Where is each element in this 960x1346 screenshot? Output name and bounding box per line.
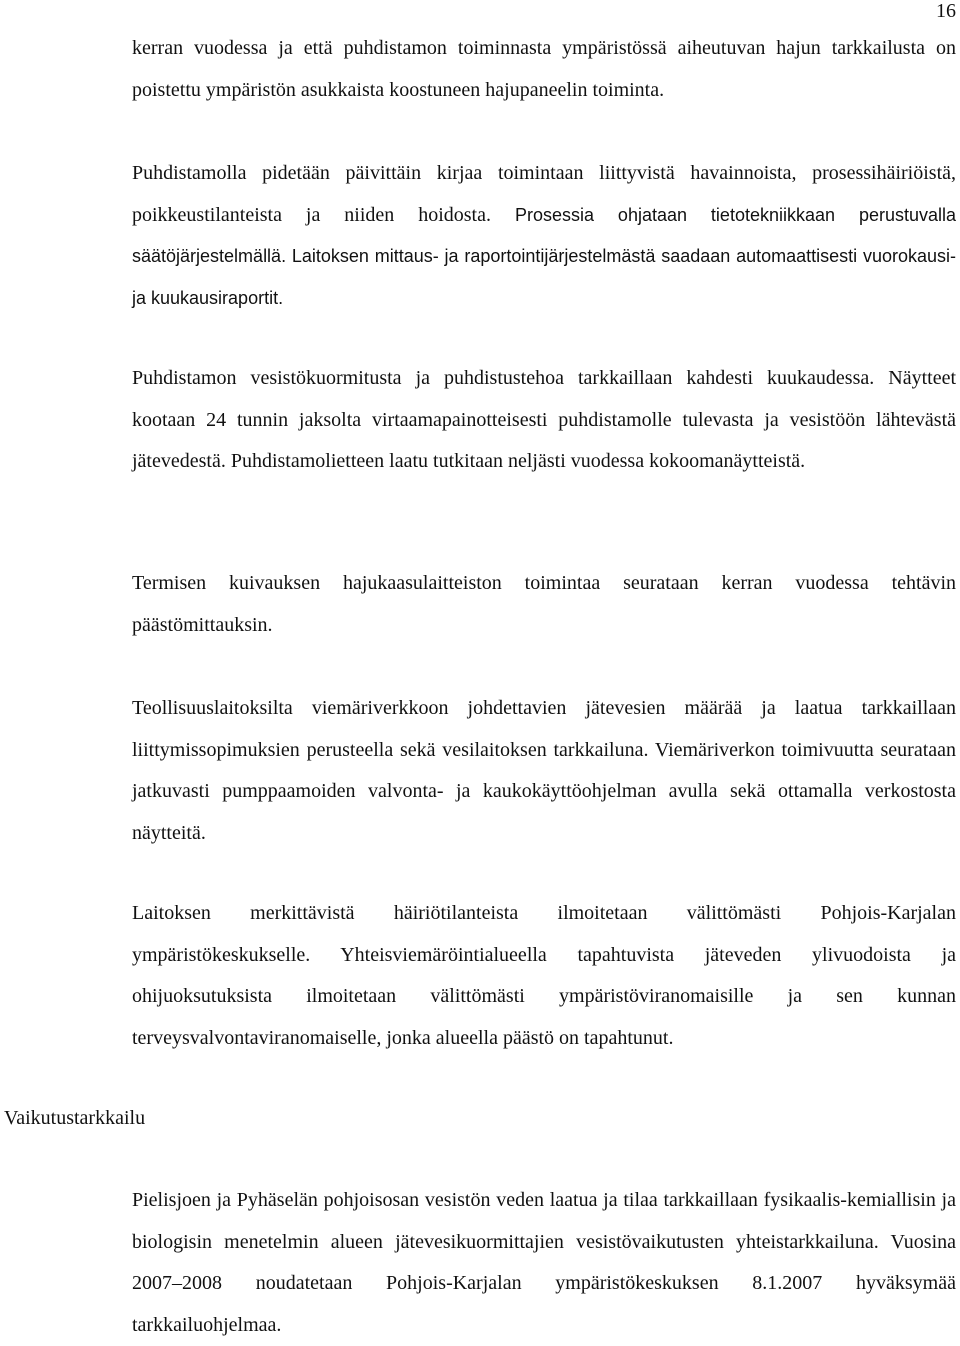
paragraph-text: Teollisuuslaitoksilta viemäriverkkoon johdettavien jätevesien määrää ja laatua tarkkaillaan liittymissopimuksien perusteella sekä vesilaitoksen tarkkailuna. Viemäriverkon toimivuutta seurataan jatkuvasti pumppaamoiden valvonta- ja kaukokäyttöohjelman avulla sekä ottamalla verkostosta näytteitä. — [132, 697, 956, 844]
paragraph-water-quality — [132, 1180, 956, 1346]
paragraph-text-sans: Prosessia ohjataan tietotekniikkaan perustuvalla säätöjärjestelmällä. Laitoksen mittaus- ja raportointijärjestelmästä saadaan automaattisesti vuorokausi- ja kuukausiraportit. — [132, 204, 957, 308]
paragraph-industrial-wastewater — [132, 688, 956, 854]
paragraph-text: Laitoksen merkittävistä häiriötilanteista ilmoitetaan välittömästi Pohjois-Karjalan ympäristökeskukselle. Yhteisviemäröintialueella tapahtuvista jäteveden ylivuodoista ja ohijuoksutuksista ilmoitetaan välittömästi ympäristöviranomaisille ja sen kunnan terveysvalvontaviranomaiselle, jonka alueella päästö on tapahtunut. — [132, 902, 956, 1049]
paragraph-text: Pielisjoen ja Pyhäselän pohjoisosan vesistön veden laatua ja tilaa tarkkaillaan fysikaalis-kemiallisin ja biologisin menetelmin alueen jätevesikuormittajien vesistövaikutusten yhteistarkkailuna. Vuosina 2007–2008 noudatetaan Pohjois-Karjalan ympäristökeskuksen 8.1.2007 hyväksymää tarkkailuohjelmaa. — [132, 1189, 956, 1336]
page-number: 16 — [936, 0, 956, 22]
paragraph-odor-monitoring — [132, 28, 956, 111]
paragraph-text: Puhdistamolla pidetään päivittäin kirjaa toimintaan liittyvistä havainnoista, prosessihäiriöistä, poikkeustilanteista ja niiden hoidosta. — [132, 162, 956, 226]
paragraph-incident-reporting — [132, 893, 956, 1059]
paragraph-text: Termisen kuivauksen hajukaasulaitteiston toimintaa seurataan kerran vuodessa tehtävin päästömittauksin. — [132, 572, 956, 636]
paragraph-thermal-drying — [132, 563, 956, 646]
paragraph-text: Puhdistamon vesistökuormitusta ja puhdistustehoa tarkkaillaan kahdesti kuukaudessa. Näytteet kootaan 24 tunnin jaksolta virtaamapainotteisesti puhdistamolle tulevasta ja vesistöön lähtevästä jätevedestä. Puhdistamolietteen laatu tutkitaan neljästi vuodessa kokoomanäytteistä. — [132, 367, 956, 472]
section-heading: Vaikutustarkkailu — [4, 1107, 146, 1129]
paragraph-text: kerran vuodessa ja että puhdistamon toiminnasta ympäristössä aiheutuvan hajun tarkkailusta on poistettu ympäristön asukkaista koostuneen hajupaneelin toiminta. — [132, 37, 956, 101]
paragraph-load-monitoring — [132, 358, 956, 483]
paragraph-process-logging — [132, 153, 956, 319]
